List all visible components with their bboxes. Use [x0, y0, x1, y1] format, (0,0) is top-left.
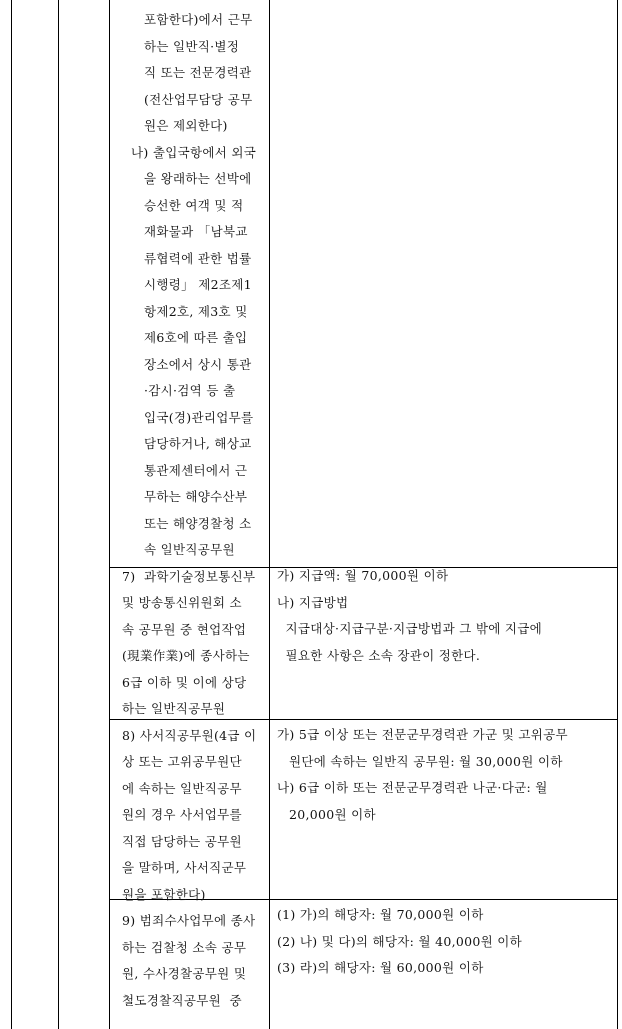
- text-line: 나) 출입국항에서 외국: [131, 144, 257, 160]
- text-line: 장소에서 상시 통관: [144, 356, 252, 372]
- payment-block-7: [274, 563, 618, 669]
- text-line: 필요한 사항은 소속 장관이 정한다.: [277, 647, 481, 663]
- payment-block-8: [274, 722, 618, 828]
- text-line: (전산업무담당 공무: [144, 91, 253, 107]
- text-line: 시행령」 제2조제1: [144, 277, 252, 292]
- text-line: 하는 일반직공무원: [122, 701, 226, 716]
- text-line: 류협력에 관한 법률: [144, 250, 252, 266]
- text-line: (2) 나) 및 다)의 해당자: 월 40,000원 이하: [277, 933, 523, 949]
- text-line: 하는 일반직·별정: [144, 38, 240, 54]
- text-line: 상 또는 고위공무원단: [122, 754, 242, 769]
- text-line: 재화물과 「남북교: [144, 224, 248, 239]
- eligibility-column: [114, 7, 269, 1014]
- text-line: 담당하거나, 해상교: [144, 436, 252, 451]
- text-line: 제6호에 따른 출입: [144, 330, 248, 345]
- text-line: 승선한 여객 및 적: [144, 197, 244, 213]
- text-line: (1) 가)의 해당자: 월 70,000원 이하: [277, 907, 484, 922]
- text-line: 을 왕래하는 선박에: [144, 171, 252, 186]
- text-line: 지급대상·지급구분·지급방법과 그 밖에 지급에: [277, 621, 543, 636]
- text-line: 을 말하며, 사서직군무: [122, 860, 247, 875]
- text-line: 나) 6급 이하 또는 전문군무경력관 나군·다군: 월: [277, 780, 548, 795]
- text-line: (3) 라)의 해당자: 월 60,000원 이하: [277, 960, 484, 975]
- text-line: 포함한다)에서 근무: [144, 12, 253, 27]
- table-border-right: [617, 0, 618, 1029]
- text-line: 에 속하는 일반직공무: [122, 780, 242, 796]
- text-line: 가) 5급 이상 또는 전문군무경력관 가군 및 고위공무: [277, 727, 568, 742]
- text-line: 나) 지급방법: [277, 594, 349, 610]
- text-line: 7) 과학기술정보통신부: [122, 568, 256, 584]
- text-line: 원은 제외한다): [144, 118, 228, 133]
- column-divider-3: [269, 0, 270, 1029]
- column-divider-2: [109, 0, 110, 1029]
- text-line: (現業作業)에 종사하는: [122, 648, 250, 663]
- text-line: 속 공무원 중 현업작업: [122, 621, 247, 637]
- text-line: 8) 사서직공무원(4급 이: [122, 727, 257, 743]
- text-line: 속 일반직공무원: [144, 542, 235, 557]
- text-line: ·감시·검역 등 출: [144, 383, 236, 398]
- text-line: 6급 이하 및 이에 상당: [122, 674, 247, 690]
- text-line: 원을 포함한다): [122, 886, 206, 902]
- text-line: 9) 범죄수사업무에 종사: [122, 913, 256, 928]
- text-line: 하는 검찰청 소속 공무: [122, 939, 247, 955]
- text-line: 원의 경우 사서업무를: [122, 807, 242, 822]
- text-line: 통관제센터에서 근: [144, 462, 248, 478]
- column-divider-1: [58, 0, 59, 1029]
- text-line: 무하는 해양수산부: [144, 489, 248, 504]
- text-line: 항제2호, 제3호 및: [144, 303, 248, 319]
- table-border-left: [11, 0, 12, 1029]
- text-line: 입국(경)관리업무를: [144, 409, 254, 425]
- text-line: 직 또는 전문경력관: [144, 65, 252, 80]
- text-line: 또는 해양경찰청 소: [144, 515, 252, 531]
- text-line: 철도경찰직공무원 중: [122, 992, 242, 1008]
- text-line: 직접 담당하는 공무원: [122, 833, 242, 849]
- text-line: 가) 지급액: 월 70,000원 이하: [277, 568, 449, 583]
- text-line: 원, 수사경찰공무원 및: [122, 966, 247, 981]
- text-line: 및 방송통신위원회 소: [122, 595, 242, 610]
- text-line: 원단에 속하는 일반직 공무원: 월 30,000원 이하: [289, 753, 563, 769]
- payment-block-9: [274, 902, 618, 982]
- text-line: 20,000원 이하: [289, 806, 376, 822]
